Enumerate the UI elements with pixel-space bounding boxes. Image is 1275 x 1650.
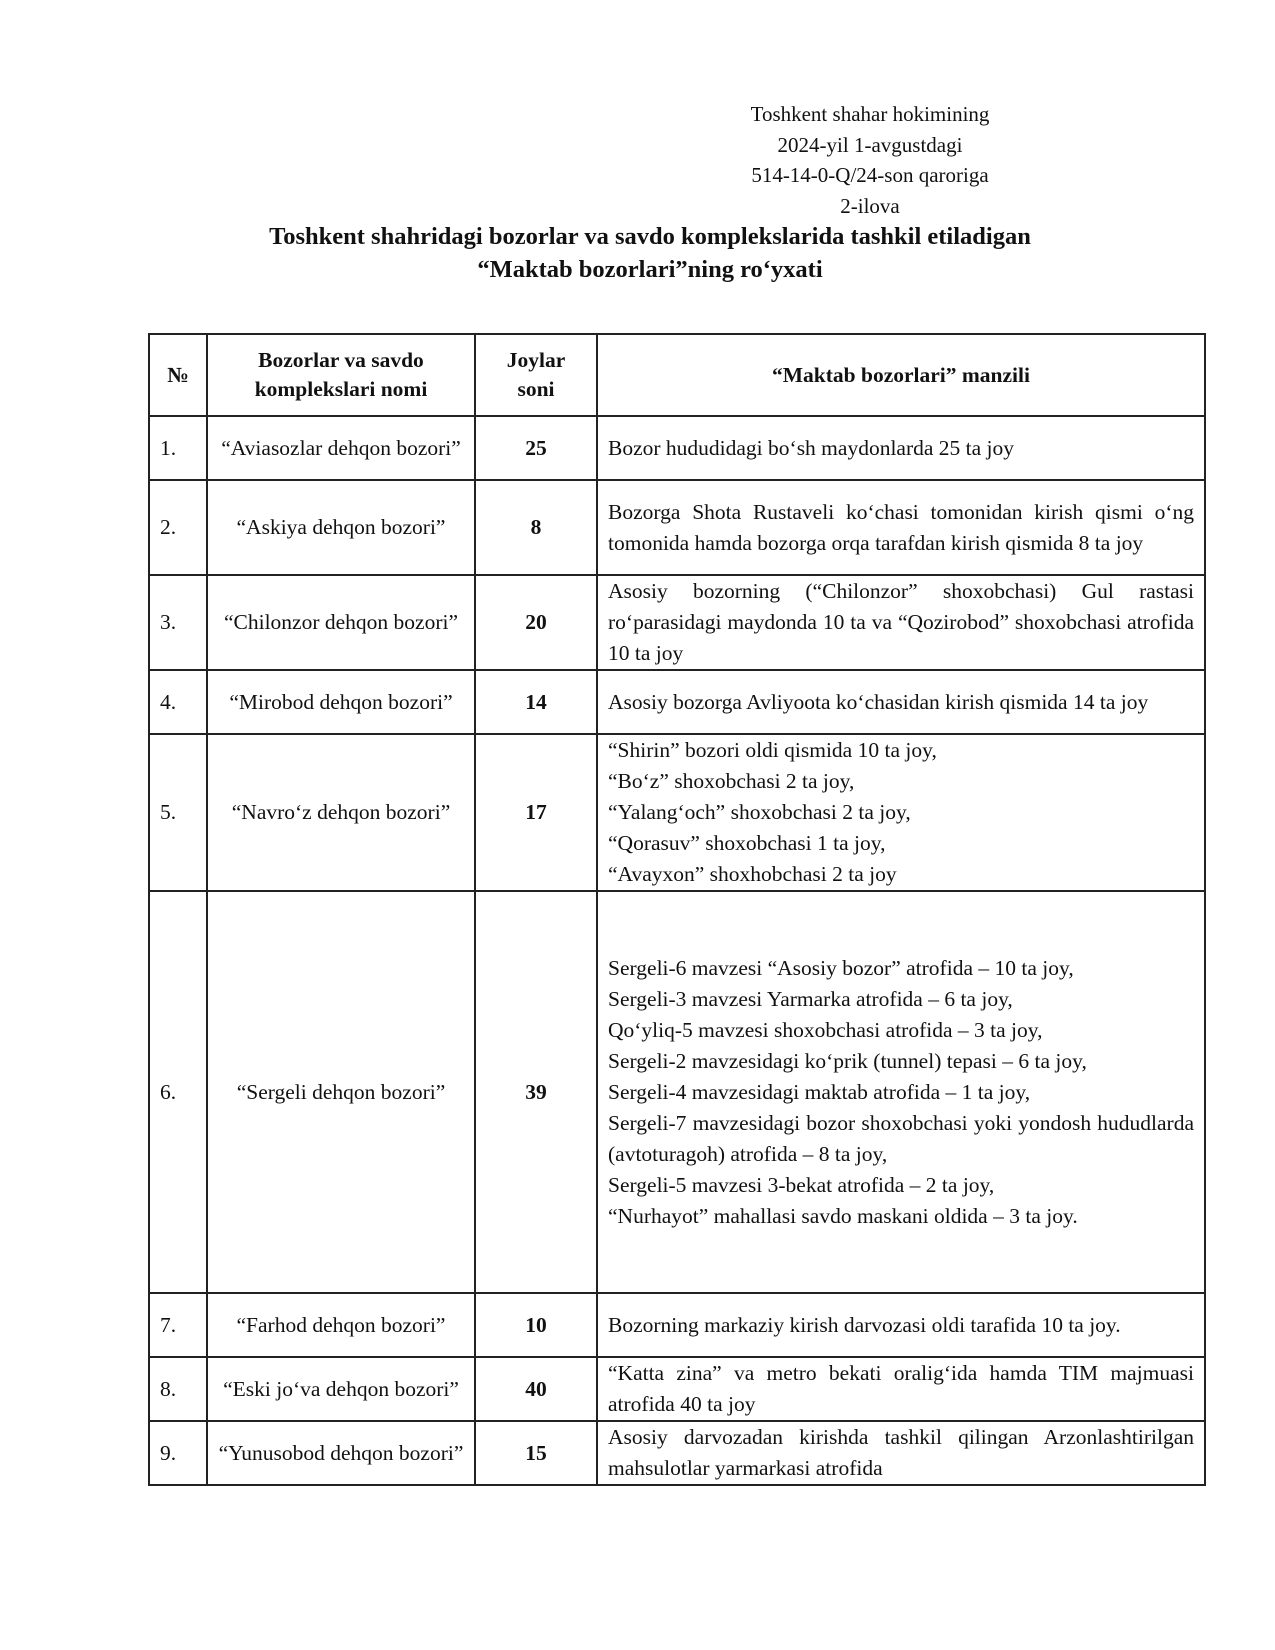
row-number: 3. — [149, 575, 207, 670]
address-line: “Yalang‘och” shoxobchasi 2 ta joy, — [608, 800, 911, 824]
places-count: 25 — [475, 416, 597, 480]
address-line: Sergeli-7 mavzesidagi bozor shoxobchasi yoki yondosh hududlarda (avtoturagoh) atrofida – 8 ta joy, — [608, 1110, 1194, 1166]
address-line: Bozor hududidagi bo‘sh maydonlarda 25 ta joy — [608, 435, 1015, 460]
places-count: 14 — [475, 670, 597, 734]
document-title — [140, 220, 1160, 286]
row-number: 6. — [149, 891, 207, 1293]
places-count: 10 — [475, 1293, 597, 1357]
markets-table — [148, 333, 1206, 1486]
address-line: Asosiy bozorning (“Chilonzor” shoxobchasi) Gul rastasi ro‘parasidagi maydonda 10 ta va “Qozirobod” shoxobchasi atrofida 10 ta joy — [608, 579, 1194, 665]
market-name: “Sergeli dehqon bozori” — [207, 891, 475, 1293]
column-header-address: “Maktab bozorlari” manzili — [597, 334, 1205, 416]
market-address — [597, 1357, 1205, 1421]
address-line: “Qorasuv” shoxobchasi 1 ta joy, — [608, 831, 886, 855]
market-name: “Navro‘z dehqon bozori” — [207, 734, 475, 891]
market-name: “Aviasozlar dehqon bozori” — [207, 416, 475, 480]
address-line: Sergeli-2 mavzesidagi ko‘prik (tunnel) tepasi – 6 ta joy, — [608, 1048, 1087, 1073]
row-number: 5. — [149, 734, 207, 891]
row-number: 4. — [149, 670, 207, 734]
places-count: 20 — [475, 575, 597, 670]
appendix-header-line: 2-ilova — [840, 193, 900, 218]
address-line: “Shirin” bozori oldi qismida 10 ta joy, — [608, 738, 937, 762]
address-line: Sergeli-3 mavzesi Yarmarka atrofida – 6 ta joy, — [608, 986, 1013, 1011]
address-line: Sergeli-6 mavzesi “Asosiy bozor” atrofida – 10 ta joy, — [608, 955, 1074, 980]
table-header-row — [149, 334, 1205, 416]
column-header-number: № — [149, 334, 207, 416]
address-line: Sergeli-5 mavzesi 3-bekat atrofida – 2 ta joy, — [608, 1172, 995, 1197]
market-address — [597, 480, 1205, 575]
table-row — [149, 1421, 1205, 1485]
market-address — [597, 891, 1205, 1293]
table-row — [149, 734, 1205, 891]
appendix-header-line: 2024-yil 1-avgustdagi — [777, 132, 963, 157]
address-line: “Nurhayot” mahallasi savdo maskani oldida – 3 ta joy. — [608, 1203, 1078, 1228]
table-row — [149, 1357, 1205, 1421]
market-name: “Mirobod dehqon bozori” — [207, 670, 475, 734]
address-clip — [608, 1422, 1194, 1484]
appendix-header-line: 514-14-0-Q/24-son qaroriga — [751, 163, 989, 187]
places-count: 17 — [475, 734, 597, 891]
address-line: Bozorning markaziy kirish darvozasi oldi tarafida 10 ta joy. — [608, 1312, 1121, 1337]
places-count: 8 — [475, 480, 597, 575]
address-line: Qo‘yliq-5 mavzesi shoxobchasi atrofida – 3 ta joy, — [608, 1017, 1043, 1042]
row-number: 9. — [149, 1421, 207, 1485]
column-header-name: Bozorlar va savdo komplekslari nomi — [207, 334, 475, 416]
places-count: 40 — [475, 1357, 597, 1421]
appendix-header-line: Toshkent shahar hokimining — [750, 102, 990, 126]
market-address — [597, 1293, 1205, 1357]
table-row — [149, 416, 1205, 480]
market-address — [597, 575, 1205, 670]
table-body — [149, 416, 1205, 1485]
address-line: Asosiy darvozadan kirishda tashkil qilingan Arzonlashtirilgan mahsulotlar yarmarkasi atrofida — [608, 1425, 1194, 1480]
table-row — [149, 670, 1205, 734]
row-number: 2. — [149, 480, 207, 575]
address-line: Asosiy bozorga Avliyoota ko‘chasidan kirish qismida 14 ta joy — [608, 689, 1149, 714]
table-row — [149, 480, 1205, 575]
address-line: “Avayxon” shoxhobchasi 2 ta joy — [608, 862, 897, 886]
table-row — [149, 891, 1205, 1293]
document-title-line: Toshkent shahridagi bozorlar va savdo komplekslarida tashkil etiladigan — [269, 223, 1031, 250]
places-count: 15 — [475, 1421, 597, 1485]
market-name: “Farhod dehqon bozori” — [207, 1293, 475, 1357]
table-row — [149, 1293, 1205, 1357]
market-address — [597, 1421, 1205, 1485]
places-count: 39 — [475, 891, 597, 1293]
address-line: Sergeli-4 mavzesidagi maktab atrofida – 1 ta joy, — [608, 1079, 1031, 1104]
address-line: Bozorga Shota Rustaveli ko‘chasi tomonidan kirish qismi o‘ng tomonida hamda bozorga orqa tarafdan kirish qismida 8 ta joy — [608, 499, 1194, 555]
address-line: “Bo‘z” shoxobchasi 2 ta joy, — [608, 769, 855, 793]
market-address — [597, 416, 1205, 480]
column-header-count: Joylar soni — [475, 334, 597, 416]
table-row — [149, 575, 1205, 670]
address-line: “Katta zina” va metro bekati oralig‘ida hamda TIM majmuasi atrofida 40 ta joy — [608, 1361, 1194, 1416]
row-number: 7. — [149, 1293, 207, 1357]
market-address — [597, 734, 1205, 891]
market-name: “Askiya dehqon bozori” — [207, 480, 475, 575]
row-number: 1. — [149, 416, 207, 480]
market-address — [597, 670, 1205, 734]
document-title-line: “Maktab bozorlari”ning ro‘yxati — [477, 256, 823, 283]
appendix-header — [720, 99, 1020, 221]
row-number: 8. — [149, 1357, 207, 1421]
market-name: “Chilonzor dehqon bozori” — [207, 575, 475, 670]
market-name: “Eski jo‘va dehqon bozori” — [207, 1357, 475, 1421]
market-name: “Yunusobod dehqon bozori” — [207, 1421, 475, 1485]
